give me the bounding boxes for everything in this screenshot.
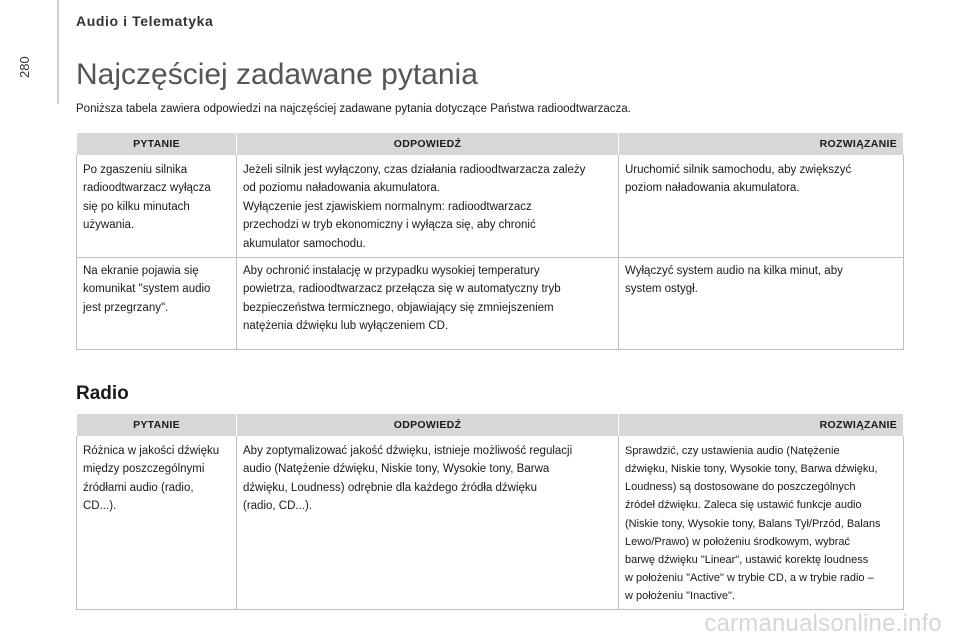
column-header-question: PYTANIE xyxy=(77,414,237,436)
question-cell xyxy=(77,257,237,349)
text-line: akumulator samochodu. xyxy=(243,237,366,250)
text-line: przechodzi w tryb ekonomiczny i wyłącza się, aby chronić xyxy=(243,219,536,232)
text-line: używania. xyxy=(83,219,135,232)
faq-table-general xyxy=(76,133,904,350)
text-line: Lewo/Prawo) w położeniu środkowym, wybrać xyxy=(625,535,850,548)
page-number: 280 xyxy=(17,56,32,78)
answer-cell xyxy=(237,155,619,257)
table-row xyxy=(77,436,904,610)
faq-table-radio xyxy=(76,414,904,610)
intro-text: Poniższa tabela zawiera odpowiedzi na najczęściej zadawane pytania dotyczące Państwa radioodtwarzacza. xyxy=(76,103,631,115)
text-line: Aby zoptymalizować jakość dźwięku, istnieje możliwość regulacji xyxy=(243,445,573,457)
text-line: Aby ochronić instalację w przypadku wysokiej temperatury xyxy=(243,264,540,277)
text-line: między poszczególnymi xyxy=(83,463,205,476)
text-line: (radio, CD...). xyxy=(243,500,313,513)
text-line: Wyłączenie jest zjawiskiem normalnym: radioodtwarzacz xyxy=(243,200,532,213)
text-line: Loudness) są dostosowane do poszczególnych xyxy=(625,481,856,494)
text-line: Na ekranie pojawia się xyxy=(83,264,199,277)
text-line: od poziomu naładowania akumulatora. xyxy=(243,182,440,195)
table-row xyxy=(77,257,904,349)
section-title: Audio i Telematyka xyxy=(76,13,214,29)
watermark: carmanualsonline.info xyxy=(704,610,942,637)
text-line: system ostygł. xyxy=(625,283,698,296)
table-row xyxy=(77,155,904,257)
column-header-solution: ROZWIĄZANIE xyxy=(619,414,904,436)
text-line: CD...). xyxy=(83,500,117,513)
text-line: Różnica w jakości dźwięku xyxy=(83,445,220,457)
text-line: źródeł dźwięku. Zaleca się ustawić funkcje audio xyxy=(625,499,862,512)
text-line: się po kilku minutach xyxy=(83,200,190,213)
text-line: w położeniu "Active" w trybie CD, a w trybie radio – xyxy=(625,571,874,584)
text-line: (Niskie tony, Wysokie tony, Balans Tył/Przód, Balans xyxy=(625,517,881,530)
text-line: powietrza, radioodtwarzacz przełącza się w automatyczny tryb xyxy=(243,283,561,296)
question-cell xyxy=(77,155,237,257)
text-line: w położeniu "Inactive". xyxy=(625,590,735,603)
text-line: audio (Natężenie dźwięku, Niskie tony, Wysokie tony, Barwa xyxy=(243,463,550,476)
text-line: Jeżeli silnik jest wyłączony, czas działania radioodtwarzacza zależy xyxy=(243,164,586,176)
radio-section-title: Radio xyxy=(76,383,129,404)
text-line: radioodtwarzacz wyłącza xyxy=(83,182,211,195)
text-line: dźwięku, Niskie tony, Wysokie tony, Barwa dźwięku, xyxy=(625,463,878,476)
question-cell xyxy=(77,436,237,610)
text-line: poziom naładowania akumulatora. xyxy=(625,182,800,195)
column-header-question: PYTANIE xyxy=(77,133,237,155)
text-line: natężenia dźwięku lub wyłączeniem CD. xyxy=(243,320,449,333)
text-line: dźwięku, Loudness) odrębnie dla każdego źródła dźwięku xyxy=(243,481,538,494)
solution-cell xyxy=(619,257,904,349)
answer-cell xyxy=(237,257,619,349)
text-line: barwę dźwięku "Linear", ustawić korektę loudness xyxy=(625,553,869,566)
text-line: bezpieczeństwa termicznego, objawiający się zmniejszeniem xyxy=(243,301,554,314)
column-header-answer: ODPOWIEDŹ xyxy=(237,133,619,155)
text-line: Uruchomić silnik samochodu, aby zwiększyć xyxy=(625,164,852,176)
text-line: Po zgaszeniu silnika xyxy=(83,164,188,176)
page-title: Najczęściej zadawane pytania xyxy=(76,58,478,91)
answer-cell xyxy=(237,436,619,610)
text-line: źródłami audio (radio, xyxy=(83,481,194,494)
column-header-answer: ODPOWIEDŹ xyxy=(237,414,619,436)
text-line: komunikat "system audio xyxy=(83,283,211,296)
margin-divider xyxy=(57,0,59,104)
text-line: jest przegrzany". xyxy=(83,301,169,314)
column-header-solution: ROZWIĄZANIE xyxy=(619,133,904,155)
text-line: Wyłączyć system audio na kilka minut, aby xyxy=(625,264,843,277)
solution-cell xyxy=(619,155,904,257)
solution-cell xyxy=(619,436,904,610)
text-line: Sprawdzić, czy ustawienia audio (Natężenie xyxy=(625,445,840,457)
